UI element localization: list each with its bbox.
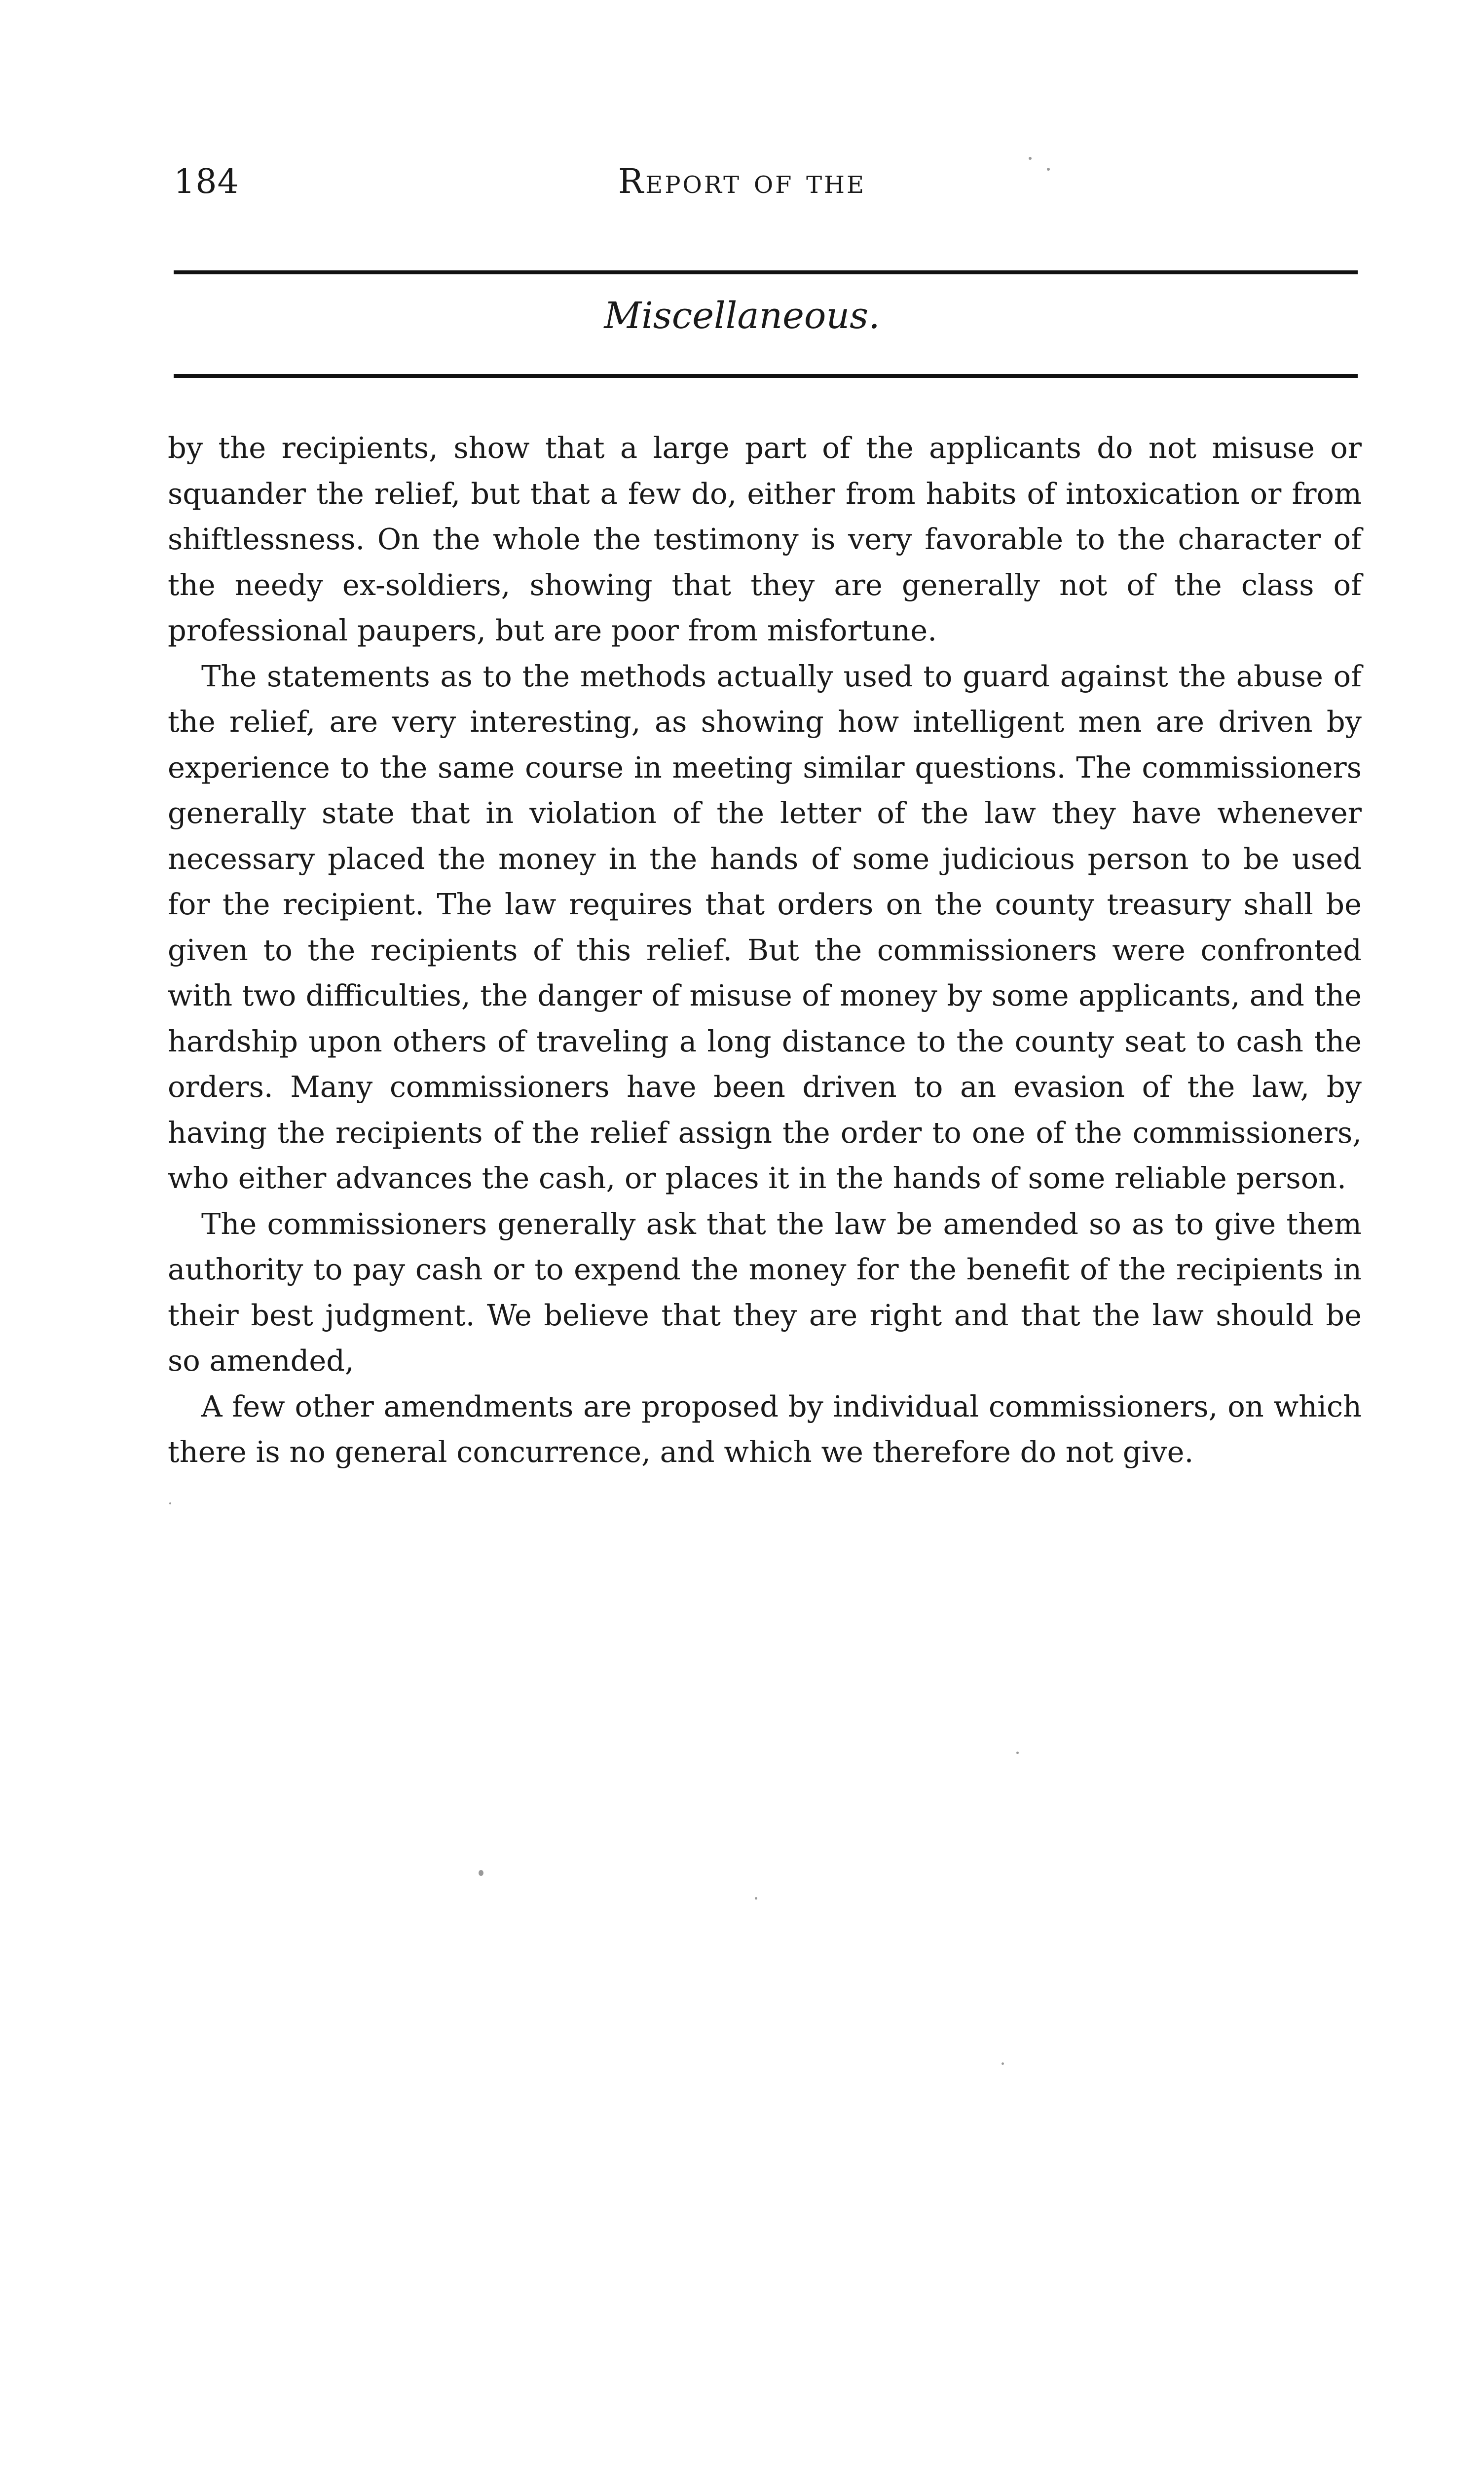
header-rule-bottom [174,374,1358,378]
scan-speck [169,1502,171,1504]
section-title: Miscellaneous. [604,295,880,337]
running-head: Report of the [618,162,866,201]
scan-speck [1029,157,1032,160]
body-text [168,425,1362,1475]
scan-speck [1047,168,1050,171]
header-rule-top [174,270,1358,274]
scan-speck [1016,1752,1019,1754]
paragraph: by the recipients, show that a large part of the applicants do not misuse or squander the relief, but that a few do, either from habits of intoxication or from shiftlessness. On the whole the testimony is very favorable to the character of the needy ex-soldiers, showing that they are generally not of the class of professional paupers, but are poor from misfortune. [168,431,1362,647]
paragraph: The commissioners generally ask that the law be amended so as to give them authority to pay cash or to expend the money for the benefit of the recipients in their best judgment. We believe that they are right and that the law should be so amended, [168,1206,1362,1378]
scan-speck [755,1897,757,1900]
scan-speck [1002,2062,1004,2065]
scan-speck [479,1870,483,1876]
page-number: 184 [174,162,239,201]
paragraph: The statements as to the methods actually used to guard against the abuse of the relief, are very interesting, as showing how intelligent men are driven by experience to the same course in meeting similar questions. The commissioners generally state that in violation of the letter of the law they have whenever necessary placed the money in the hands of some judicious person to be used for the recipient. The law requires that orders on the county treasury shall be given to the recipients of this relief. But the commissioners were confronted with two difficulties, the danger of misuse of money by some applicants, and the hardship upon others of traveling a long distance to the county seat to cash the orders. Many commissioners have been driven to an evasion of the law, by having the recipients of the relief assign the order to one of the commissioners, who either advances the cash, or places it in the hands of some reliable person. [168,659,1362,1195]
paragraph: A few other amendments are proposed by individual commissioners, on which there is no general concurrence, and which we therefore do not give. [168,1389,1362,1469]
